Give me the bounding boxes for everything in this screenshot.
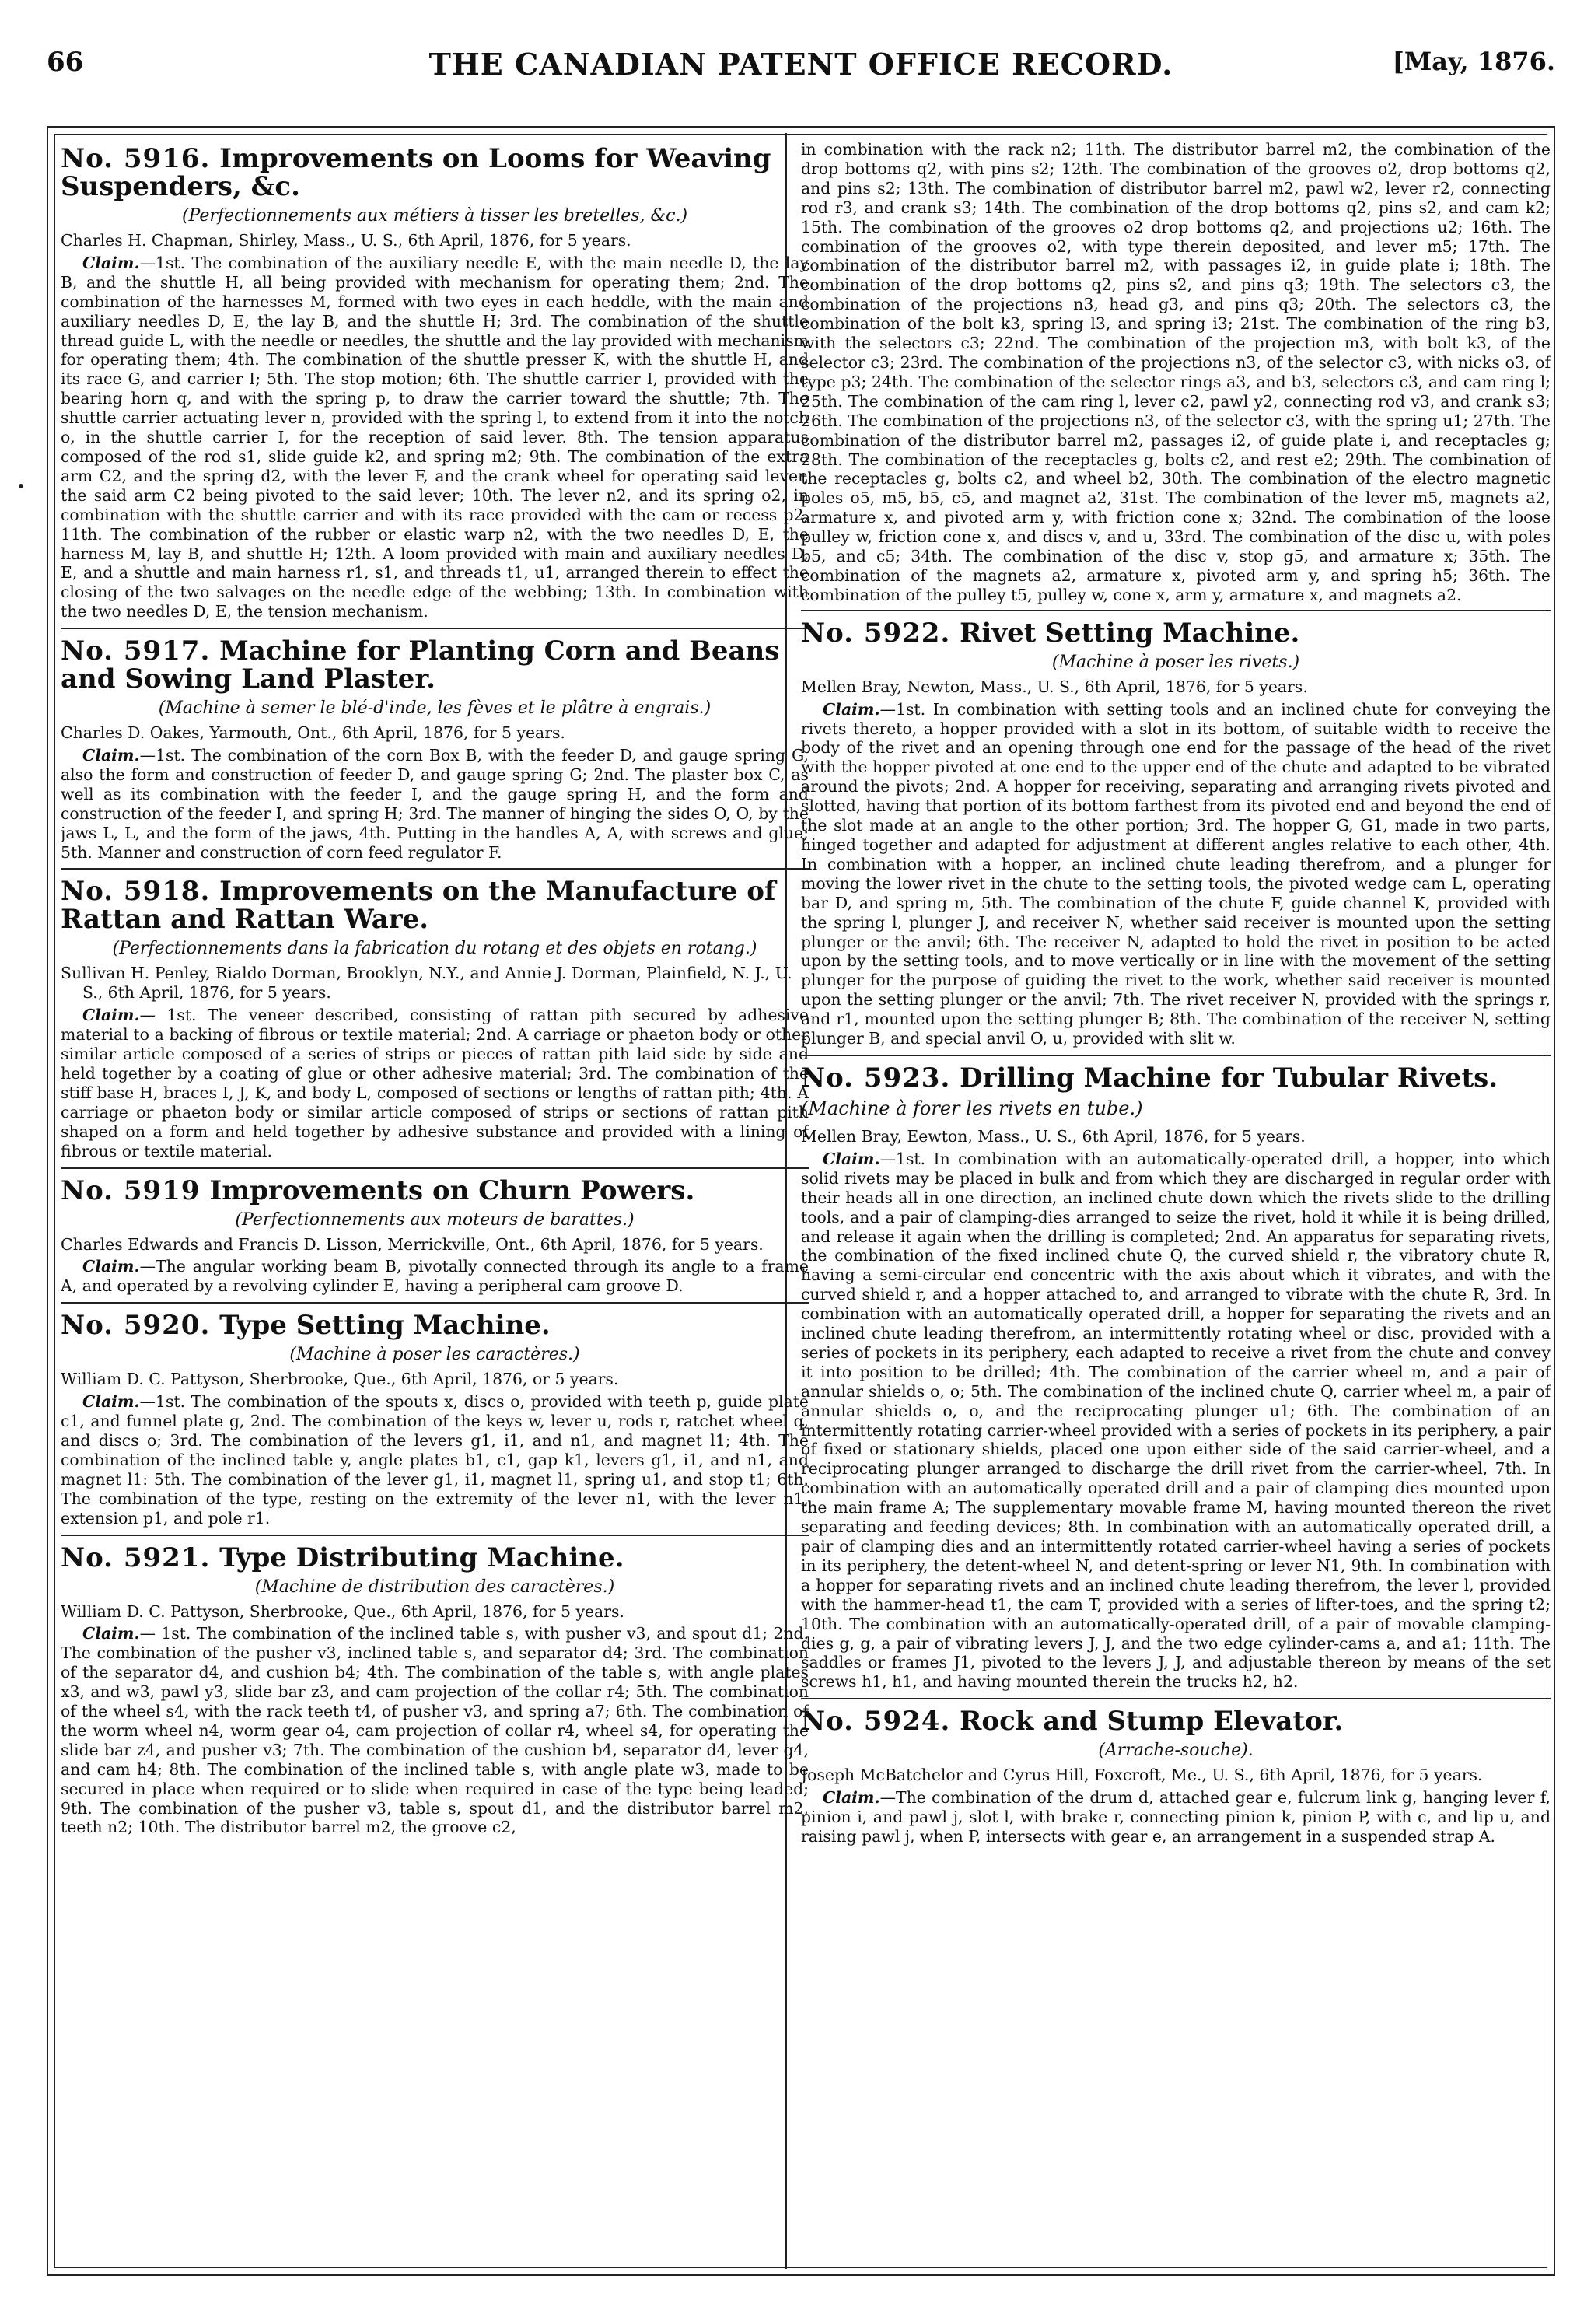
claim-label: Claim.	[823, 1149, 880, 1168]
right-column	[801, 140, 1551, 2263]
claim-text	[61, 254, 809, 621]
journal-title: THE CANADIAN PATENT OFFICE RECORD.	[428, 47, 1173, 82]
patent-title	[61, 876, 809, 936]
inventor-line: Joseph McBatchelor and Cyrus Hill, Foxcroft, Me., U. S., 6th April, 1876, for 5 years.	[801, 1766, 1483, 1785]
claim-text	[61, 746, 809, 862]
left-column	[61, 140, 809, 2263]
patent-entry	[61, 1174, 809, 1297]
patent-title	[801, 1706, 1551, 1738]
claim-label: Claim.	[82, 746, 140, 765]
inventor-line: Charles H. Chapman, Shirley, Mass., U. S., 6th April, 1876, for 5 years.	[61, 231, 631, 250]
entry-separator	[801, 610, 1551, 611]
patent-title	[801, 619, 1551, 647]
entry-separator	[61, 1535, 809, 1536]
entry-separator	[61, 868, 809, 870]
continued-claim-text: in combination with the rack n2; 11th. The distributor barrel m2, the combination of the drop bottoms q2, with pins s2; 12th. The combination of the grooves o2, drop bottoms q2, and pins s2; 13th. The combination of distributor barrel m2, pawl w2, lever r2, connecting rod r3, and crank s3; 14th. The combination of the drop bottoms q2, pins s2, and cam k2; 15th. The combination of the grooves o2 drop bottoms q2, and projections u2; 16th. The combination of the grooves o2, with type therein deposited, and lever m5; 17th. The combination of the distributor barrel m2, with passages i2, in guide plate i; 18th. The combination of the drop bottoms q2, pins s2, and pins q3; 19th. The selectors c3, the combination of the projections n3, head g3, and pins q3; 20th. The selectors c3, the combination of the bolt k3, spring l3, and spring i3; 21st. The combination of the ring b3, with the selectors c3; 22nd. The combination of the projection m3, with bolt k3, of the selector c3; 23rd. The combination of the projections n3, of the selector c3, with nicks o3, of type p3; 24th. The combination of the selector rings a3, and b3, selectors c3, and cam ring l; 25th. The combination of the cam ring l, lever c2, pawl y2, connecting rod v3, and crank s3; 26th. The combination of the projections n3, of the selector c3, with the spring u1; 27th. The combination of the distributor barrel m2, passages i2, of guide plate i, and receptacles g; 28th. The combination of the receptacles g, bolts c2, and rest e2; 29th. The combination of the receptacles g, bolts c2, and wheel b2, 30th. The combination of the electro magnetic poles o5, m5, b5, c5, and magnet a2, 31st. The combination of the lever m5, magnets a2, armature x, and pivoted arm y, with friction cone x; 32nd. The combination of the loose pulley w, friction cone x, and discs v, and u, 33rd. The combination of the disc u, with poles b5, and c5; 34th. The combination of the disc v, stop g5, and armature x; 35th. The combination of the magnets a2, armature x, pivoted arm y, and spring h5; 36th. The combination of the pulley t5, pulley w, cone x, arm y, armature x, and magnets a2.	[801, 140, 1551, 604]
patent-title-text: Drilling Machine for Tubular Rivets.	[960, 1062, 1498, 1094]
patent-title-text: Rivet Setting Machine.	[960, 617, 1300, 649]
margin-dot	[19, 484, 23, 488]
claim-body: — 1st. The combination of the inclined table s, with pusher v3, and spout d1; 2nd. The combination of the pusher v3, inclined table s, and separator d4; 3rd. The combination of the separator d4, and cushion b4; 4th. The combination of the table s, with angle plates x3, and w3, pawl y3, slide bar z3, and cam projection of the collar r4; 5th. The combination of the wheel s4, with the rack teeth t4, of pusher v3, and spring a7; 6th. The combination of the worm wheel n4, worm gear o4, cam projection of collar r4, wheel s4, for operating the slide bar z4, and pusher v3; 7th. The combination of the cushion b4, separator d4, lever g4, and cam h4; 8th. The combination of the inclined table s, with angle plate w3, made to be secured in place when required or to slide when required in case of the type being leaded; 9th. The combination of the pusher v3, table s, spout d1, and the distributor barrel m2, teeth n2; 10th. The distributor barrel m2, the groove c2,	[61, 1624, 809, 1837]
claim-label: Claim.	[82, 1006, 140, 1025]
claim-body: —1st. The combination of the corn Box B, with the feeder D, and gauge spring G, also the form and construction of feeder D, and gauge spring G; 2nd. The plaster box C, as well as its combination with the feeder I, and the gauge spring H, and the form and construction of the feeder I, and spring H; 3rd. The manner of hinging the sides O, O, by the jaws L, L, and the form of the jaws, 4th. Putting in the handles A, A, with screws and glue; 5th. Manner and construction of corn feed regulator F.	[61, 746, 809, 862]
patent-number: No. 5917.	[61, 635, 211, 667]
claim-label: Claim.	[82, 1392, 140, 1412]
claim-text	[801, 700, 1551, 1048]
claim-body: —1st. The combination of the spouts x, discs o, provided with teeth p, guide plate c1, and funnel plate g, 2nd. The combination of the keys w, lever u, rods r, ratchet wheel q, and discs o; 3rd. The combination of the levers g1, i1, and n1, and magnet l1; 4th. The combination of the inclined table y, angle plates b1, c1, gap k1, levers g1, i1, and n1, and magnet l1: 5th. The combination of the lever g1, i1, magnet l1, spring u1, and stop t1; 6th. The combination of the type, resting on the extremity of the lever n1, with the lever n1, extension p1, and pole r1.	[61, 1392, 809, 1528]
claim-label: Claim.	[823, 1788, 880, 1808]
patent-number: No. 5916.	[61, 143, 211, 174]
entry-separator	[61, 1302, 809, 1304]
french-title: (Machine à forer les rivets en tube.)	[801, 1097, 1143, 1119]
claim-text	[61, 1006, 809, 1160]
inventor-line: Charles Edwards and Francis D. Lisson, Merrickville, Ont., 6th April, 1876, for 5 years.	[61, 1234, 764, 1254]
patent-number: No. 5919	[61, 1174, 201, 1206]
inventor-line: William D. C. Pattyson, Sherbrooke, Que., 6th April, 1876, for 5 years.	[61, 1601, 624, 1621]
claim-text	[801, 1150, 1551, 1692]
inventor-line: Mellen Bray, Eewton, Mass., U. S., 6th April, 1876, for 5 years.	[801, 1126, 1306, 1146]
page-header	[47, 47, 1555, 89]
patent-entry	[61, 877, 809, 1160]
inventor-line: Mellen Bray, Newton, Mass., U. S., 6th April, 1876, for 5 years.	[801, 677, 1308, 696]
entry-separator	[61, 628, 809, 629]
inventor-line: William D. C. Pattyson, Sherbrooke, Que., 6th April, 1876, or 5 years.	[61, 1370, 619, 1389]
entry-separator	[61, 1167, 809, 1169]
patent-title	[61, 1174, 809, 1206]
patent-entry	[801, 619, 1551, 1048]
inventor-line: Sullivan H. Penley, Rialdo Dorman, Brooklyn, N.Y., and Annie J. Dorman, Plainfield, N. J., U. S., 6th April, 1876, for 5 years.	[61, 964, 792, 1003]
claim-body: —The angular working beam B, pivotally connected through its angle to a frame A, and operated by a revolving cylinder E, having a peripheral cam groove D.	[61, 1257, 809, 1296]
patent-title	[61, 145, 809, 201]
claim-text	[61, 1392, 809, 1528]
claim-label: Claim.	[82, 1257, 140, 1276]
claim-text	[61, 1257, 809, 1296]
claim-label: Claim.	[82, 253, 140, 272]
patent-title-text: Machine for Planting Corn and Beans and Sowing Land Plaster.	[61, 635, 780, 695]
patent-entry	[801, 1064, 1551, 1692]
claim-body: —1st. In combination with setting tools and an inclined chute for conveying the rivets thereto, a hopper provided with a slot in its bottom, of suitable width to receive the body of the rivet and an opening through one end for the passage of the head of the rivet with the hopper pivoted at one end to the upper end of the chute and adapted to be vibrated around the pivots; 2nd. A hopper for receiving, separating and arranging rivets pivoted and slotted, having that portion of its bottom farthest from its pivoted end and beyond the end of the slot made at an angle to the other portion; 3rd. The hopper G, G1, made in two parts, hinged together and adapted for adjustment at different angles relative to each other, 4th. In combination with a hopper, an inclined chute leading therefrom, and a plunger for moving the lower rivet in the chute to the setting tools, the pivoted wedge cam L, operating bar D, and spring m, 5th. The combination of the chute F, guide channel K, provided with the spring l, plunger J, and receiver N, whether said receiver is mounted upon the setting plunger or the anvil; 6th. The receiver N, adapted to hold the rivet in position to be acted upon by the setting tools, and to move vertically or in line with the movement of the setting plunger for the purpose of guiding the rivet to the work, whether said receiver is mounted upon the setting plunger or the anvil; 7th. The rivet receiver N, provided with the springs r, and r1, mounted upon the setting plunger B; 8th. The combination of the receiver N, setting plunger B, and special anvil O, u, provided with slit w.	[801, 699, 1551, 1048]
patent-number: No. 5923.	[801, 1062, 951, 1094]
patent-title-text: Type Distributing Machine.	[219, 1542, 624, 1573]
claim-body: —1st. The combination of the auxiliary needle E, with the main needle D, the lay B, and the shuttle H, all being provided with mechanism for operating them; 2nd. The combination of the harnesses M, formed with two eyes in each heddle, with the main and auxiliary needles D, E, the lay B, and the shuttle H; 3rd. The combination of the shuttle thread guide L, with the needle or needles, the shuttle and the lay provided with mechanism for operating them; 4th. The combination of the shuttle presser K, with the shuttle H, and its race G, and carrier I; 5th. The stop motion; 6th. The shuttle carrier I, provided with the bearing horn q, and with the spring p, to draw the carrier toward the shuttle; 7th. The shuttle carrier actuating lever n, provided with the spring l, to extend from it into the notch o, in the shuttle carrier I, for the reception of said lever. 8th. The tension apparatus composed of the rod s1, slide guide k2, and spring m2; 9th. The combination of the extra arm C2, and the spring d2, with the lever F, and the crank wheel for operating said lever, the said arm C2 being pivoted to the said lever; 10th. The lever n2, and its spring o2, in combination with the shuttle carrier and with its race provided with the cam or recess p2, 11th. The combination of the rubber or elastic warp n2, with the two needles D, E, the harness M, lay B, and shuttle H; 12th. A loom provided with main and auxiliary needles D, E, and a shuttle and main harness r1, s1, and threads t1, u1, arranged therein to effect the closing of the two salvages on the needle edge of the webbing; 13th. In combination with the two needles D, E, the tension mechanism.	[61, 253, 809, 621]
issue-date: [May, 1876.	[1392, 47, 1555, 76]
claim-body: —1st. In combination with an automatically-operated drill, a hopper, into which solid rivets may be placed in bulk and from which they are discharged in regular order with their heads all in one direction, an inclined chute down which the rivets slide to the drilling tools, and a pair of clamping-dies arranged to seize the rivet, hold it while it is being drilled, and release it again when the drilling is completed; 2nd. An apparatus for separating rivets, the combination of the fixed inclined chute Q, the curved shield r, the vibratory chute R, having a semi-circular end concentric with the axis about which it vibrates, and with the curved shield r, and a hopper attached to, and arranged to vibrate with the chute R, 3rd. In combination with an automatically operated drill, a hopper for separating the rivets and an inclined chute leading therefrom, an intermittently rotating wheel or disc, provided with a series of pockets in its periphery, each adapted to receive a rivet from the chute and convey it into position to be drilled; 4th. The combination of the carrier wheel m, and a pair of annular shields o, o; 5th. The combination of the inclined chute Q, carrier wheel m, a pair of annular shields o, o, and the reciprocating plunger u1; 6th. The combination of an intermittently rotating carrier-wheel provided with a series of pockets in its periphery, a pair of fixed or stationary shields, placed one upon either side of the said carrier-wheel, and a reciprocating plunger arranged to discharge the drill rivet from the carrier-wheel, 7th. In combination with an automatically operated drill and a pair of clamping dies mounted upon the main frame A; The supplementary movable frame M, having mounted thereon the rivet separating and feeding devices; 8th. In combination with an automatically operated drill, a pair of clamping dies and an intermittently rotated carrier-wheel having a series of pockets in its periphery, the detent-wheel N, and detent-spring or lever N1, 9th. In combination with a hopper for separating rivets and an inclined chute leading therefrom, the lever l, provided with the hammer-head t1, the cam T, provided with a series of lifter-toes, and the spring t2; 10th. The combination with an automatically-operated drill, of a pair of movable clamping-dies g, g, a pair of vibrating levers J, J, and the two edge cylinder-cams a, and a1; 11th. The saddles or frames J1, pivoted to the levers J, J, and adjustable thereon by means of the set screws h1, h1, and having mounted therein the trucks h2, h2.	[801, 1149, 1551, 1692]
entry-separator	[801, 1055, 1551, 1056]
claim-body: — 1st. The veneer described, consisting of rattan pith secured by adhesive material to a backing of fibrous or textile material; 2nd. A carriage or phaeton body or other similar article composed of a series of strips or pieces of rattan pith laid side by side and held together by a coating of glue or other adhesive material; 3rd. The combination of the stiff base H, braces I, J, K, and body L, composed of sections or lengths of rattan pith; 4th. A carriage or phaeton body or similar article composed of strips or sections of rattan pith shaped on a form and held together by adhesive substance and provided with a lining of fibrous or textile material.	[61, 1006, 809, 1160]
patent-entry	[61, 1311, 809, 1528]
patent-title	[61, 1544, 809, 1572]
claim-label: Claim.	[82, 1624, 140, 1643]
patent-number: No. 5924.	[801, 1706, 951, 1738]
french-title: (Machine à semer le blé-d'inde, les fèves et le plâtre à engrais.)	[158, 698, 712, 719]
patent-entry	[61, 1544, 809, 1838]
patent-number: No. 5918.	[61, 876, 211, 908]
french-title: (Machine de distribution des caractères.)	[254, 1577, 615, 1597]
entry-separator	[801, 1698, 1551, 1699]
patent-title	[61, 637, 809, 693]
patent-title-text: Improvements on Looms for Weaving Suspenders, &c.	[61, 143, 771, 202]
patent-number: No. 5922.	[801, 617, 951, 649]
french-title: (Machine à poser les rivets.)	[1051, 652, 1300, 672]
claim-label: Claim.	[823, 699, 880, 719]
french-title: (Perfectionnements aux moteurs de barattes.)	[235, 1209, 635, 1230]
claim-body: —The combination of the drum d, attached gear e, fulcrum link g, hanging lever f, pinion i, and pawl j, slot l, with brake r, connecting pinion k, pinion P, with c, and lip u, and raising pawl j, when P, intersects with gear e, an arrangement in a suspended strap A.	[801, 1788, 1551, 1846]
patent-entry	[801, 1707, 1551, 1846]
patent-title-text: Rock and Stump Elevator.	[960, 1706, 1344, 1738]
french-title: (Perfectionnements dans la fabrication du rotang et des objets en rotang.)	[112, 939, 757, 959]
patent-number: No. 5921.	[61, 1542, 211, 1573]
patent-title-text: Improvements on the Manufacture of Rattan and Rattan Ware.	[61, 876, 776, 936]
patent-title-text: Improvements on Churn Powers.	[209, 1174, 695, 1206]
claim-text	[801, 1788, 1551, 1846]
patent-title-text: Type Setting Machine.	[219, 1310, 551, 1342]
page-number: 66	[47, 47, 84, 78]
patent-title	[61, 1310, 809, 1342]
french-title: (Machine à poser les caractères.)	[289, 1345, 580, 1365]
patent-entry	[61, 145, 809, 621]
french-title: (Perfectionnements aux métiers à tisser les bretelles, &c.)	[181, 206, 688, 226]
claim-text	[61, 1624, 809, 1837]
french-title: (Arrache-souche).	[1098, 1741, 1254, 1761]
inventor-line: Charles D. Oakes, Yarmouth, Ont., 6th April, 1876, for 5 years.	[61, 723, 565, 743]
patent-number: No. 5920.	[61, 1310, 211, 1342]
patent-entry	[61, 637, 809, 862]
patent-title	[801, 1064, 1551, 1122]
